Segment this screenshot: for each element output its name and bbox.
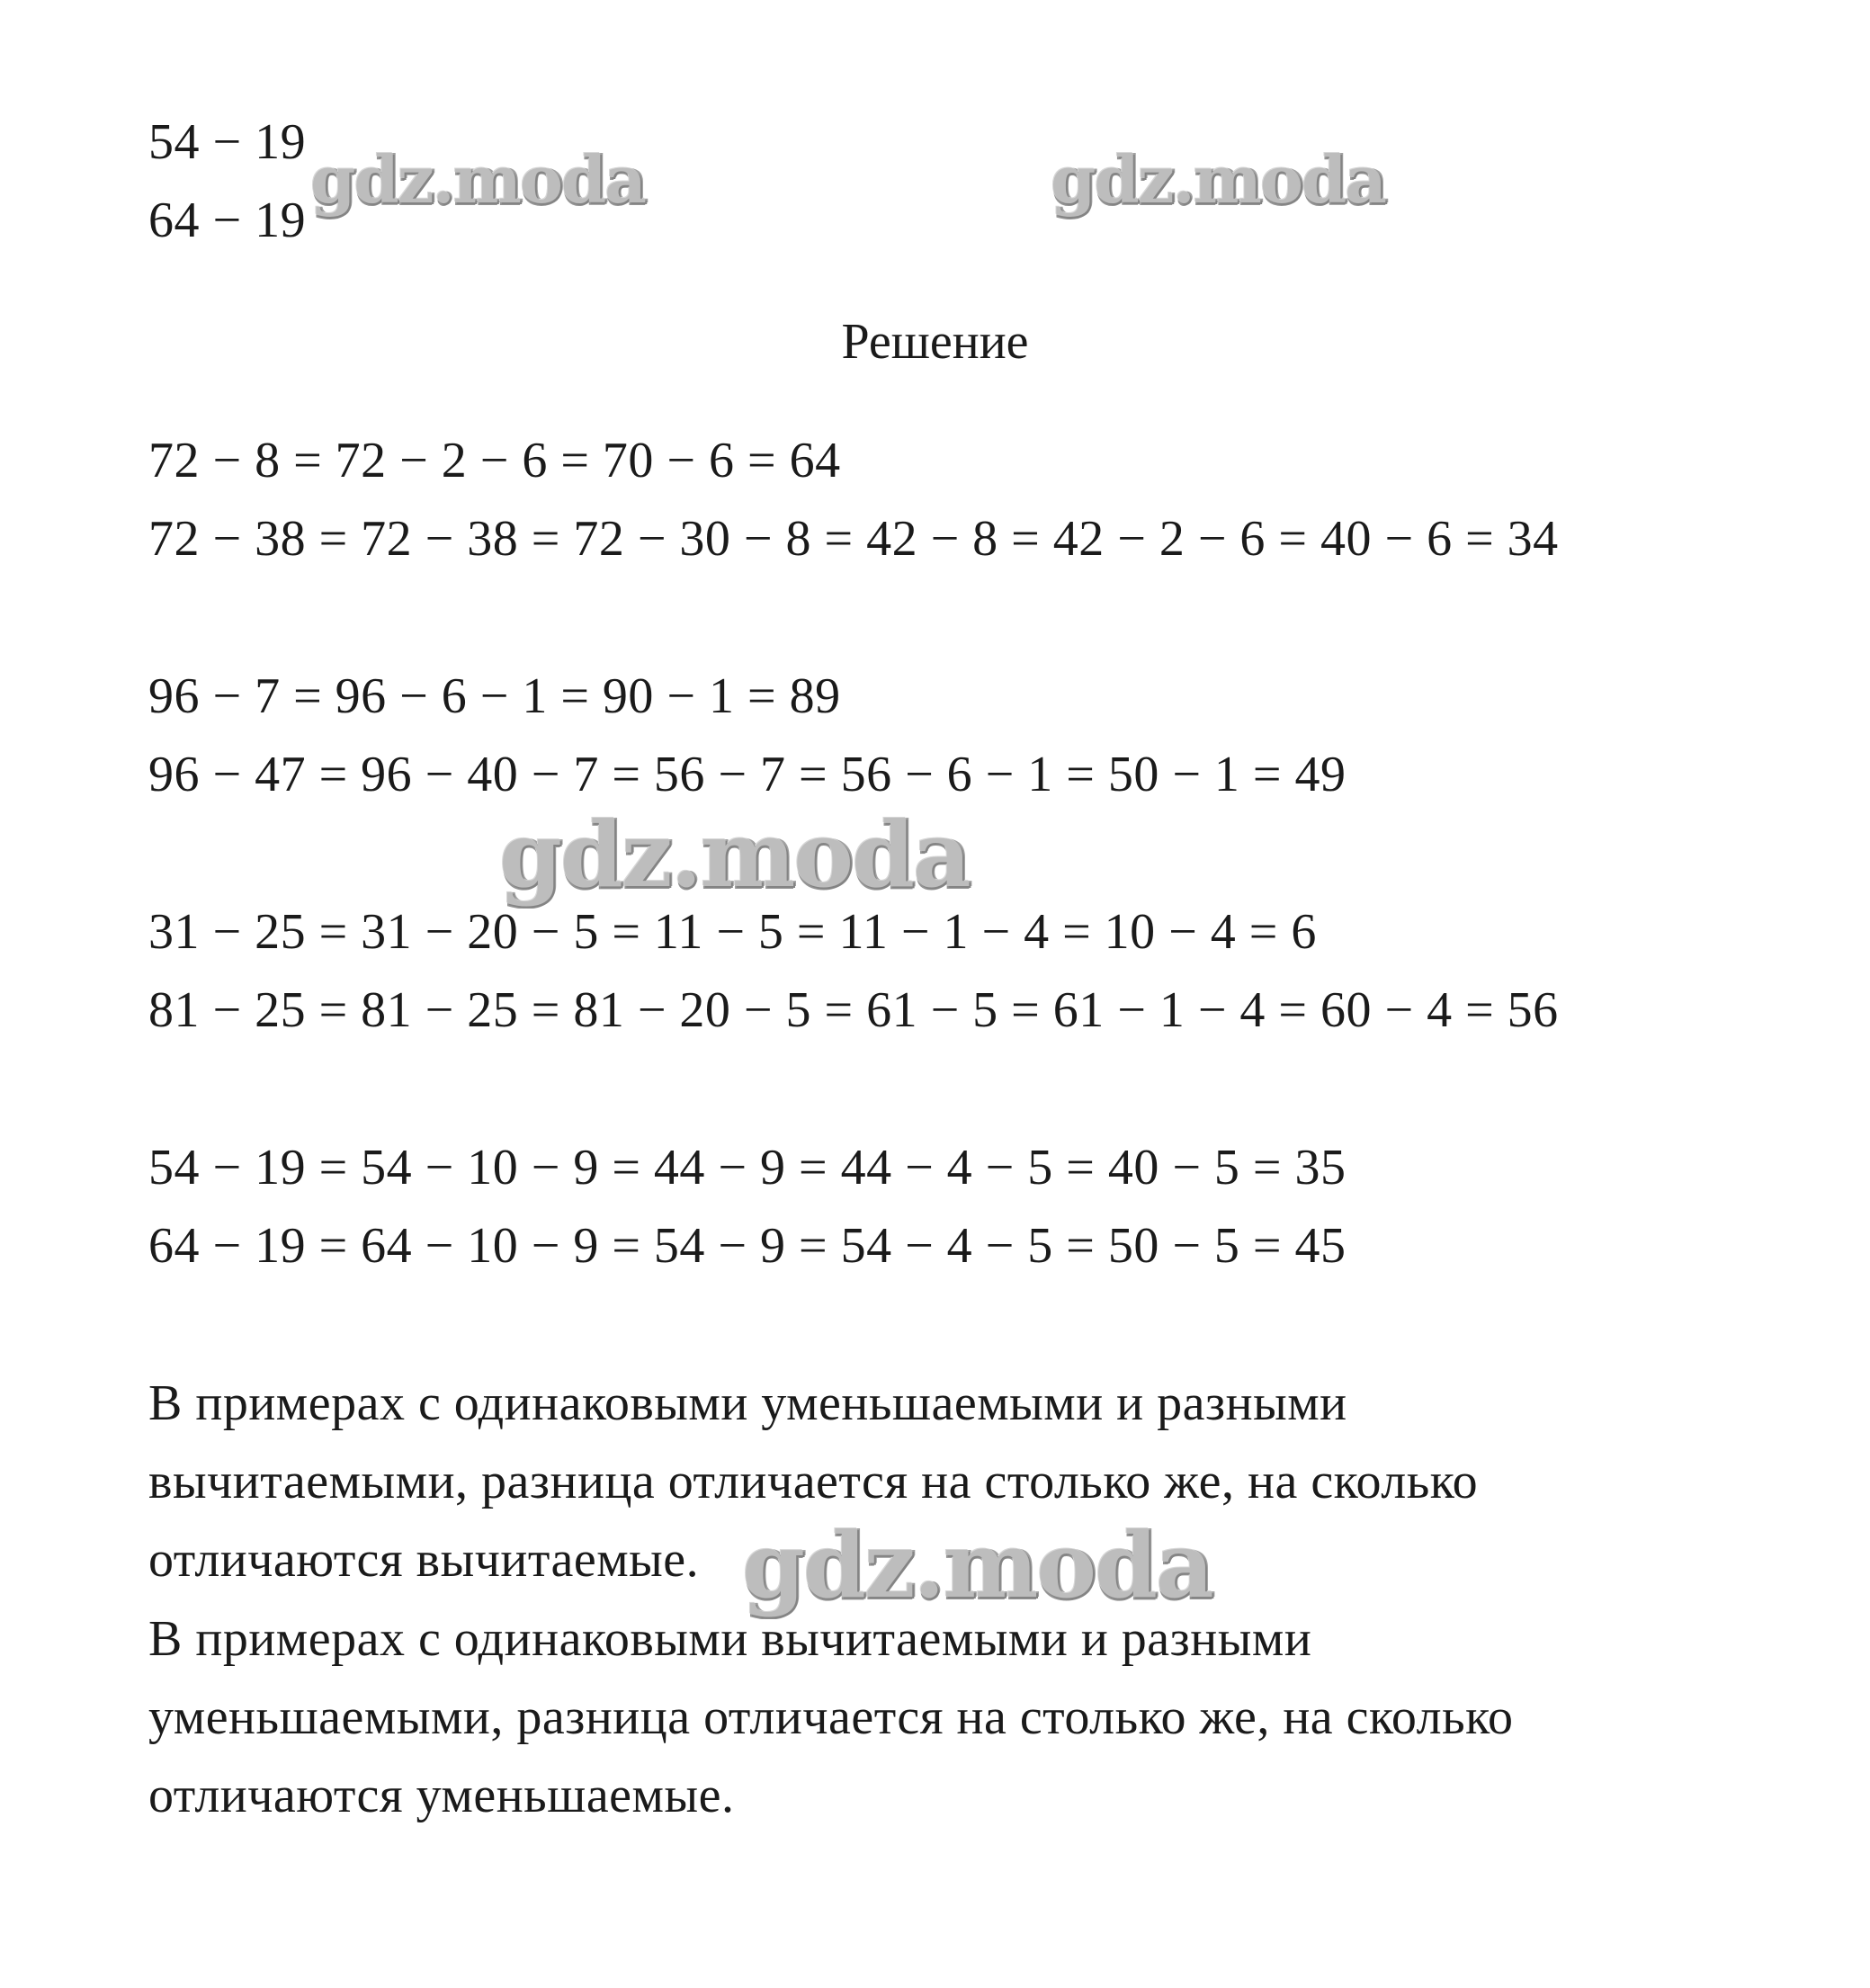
solution-line: 72 − 8 = 72 − 2 − 6 = 70 − 6 = 64 [148,433,841,488]
solution-line: 54 − 19 = 54 − 10 − 9 = 44 − 9 = 44 − 4 − 5 = 40 − 5 = 35 [148,1140,1347,1195]
task-line-1: 54 − 19 [148,114,307,170]
watermark: gdz.moda [310,141,645,218]
conclusion-line: отличаются вычитаемые. [148,1532,700,1588]
watermark: gdz.moda [499,801,970,908]
watermark: gdz.moda [742,1512,1212,1618]
solution-line: 72 − 38 = 72 − 38 = 72 − 30 − 8 = 42 − 8 = 42 − 2 − 6 = 40 − 6 = 34 [148,511,1559,567]
solution-heading: Решение [841,314,1029,370]
solution-line: 31 − 25 = 31 − 20 − 5 = 11 − 5 = 11 − 1 − 4 = 10 − 4 = 6 [148,904,1317,960]
conclusion-line: В примерах с одинаковыми вычитаемыми и разными [148,1611,1312,1667]
solution-line: 81 − 25 = 81 − 25 = 81 − 20 − 5 = 61 − 5 = 61 − 1 − 4 = 60 − 4 = 56 [148,982,1559,1038]
solution-line: 96 − 47 = 96 − 40 − 7 = 56 − 7 = 56 − 6 − 1 = 50 − 1 = 49 [148,747,1347,802]
watermark: gdz.moda [1051,141,1385,218]
solution-line: 96 − 7 = 96 − 6 − 1 = 90 − 1 = 89 [148,668,841,724]
conclusion-line: уменьшаемыми, разница отличается на столько же, на сколько [148,1689,1514,1745]
conclusion-line: вычитаемыми, разница отличается на столько же, на сколько [148,1454,1479,1509]
conclusion-line: отличаются уменьшаемые. [148,1768,735,1823]
conclusion-line: В примерах с одинаковыми уменьшаемыми и разными [148,1375,1347,1431]
task-line-2: 64 − 19 [148,193,307,248]
solution-line: 64 − 19 = 64 − 10 − 9 = 54 − 9 = 54 − 4 − 5 = 50 − 5 = 45 [148,1218,1347,1274]
